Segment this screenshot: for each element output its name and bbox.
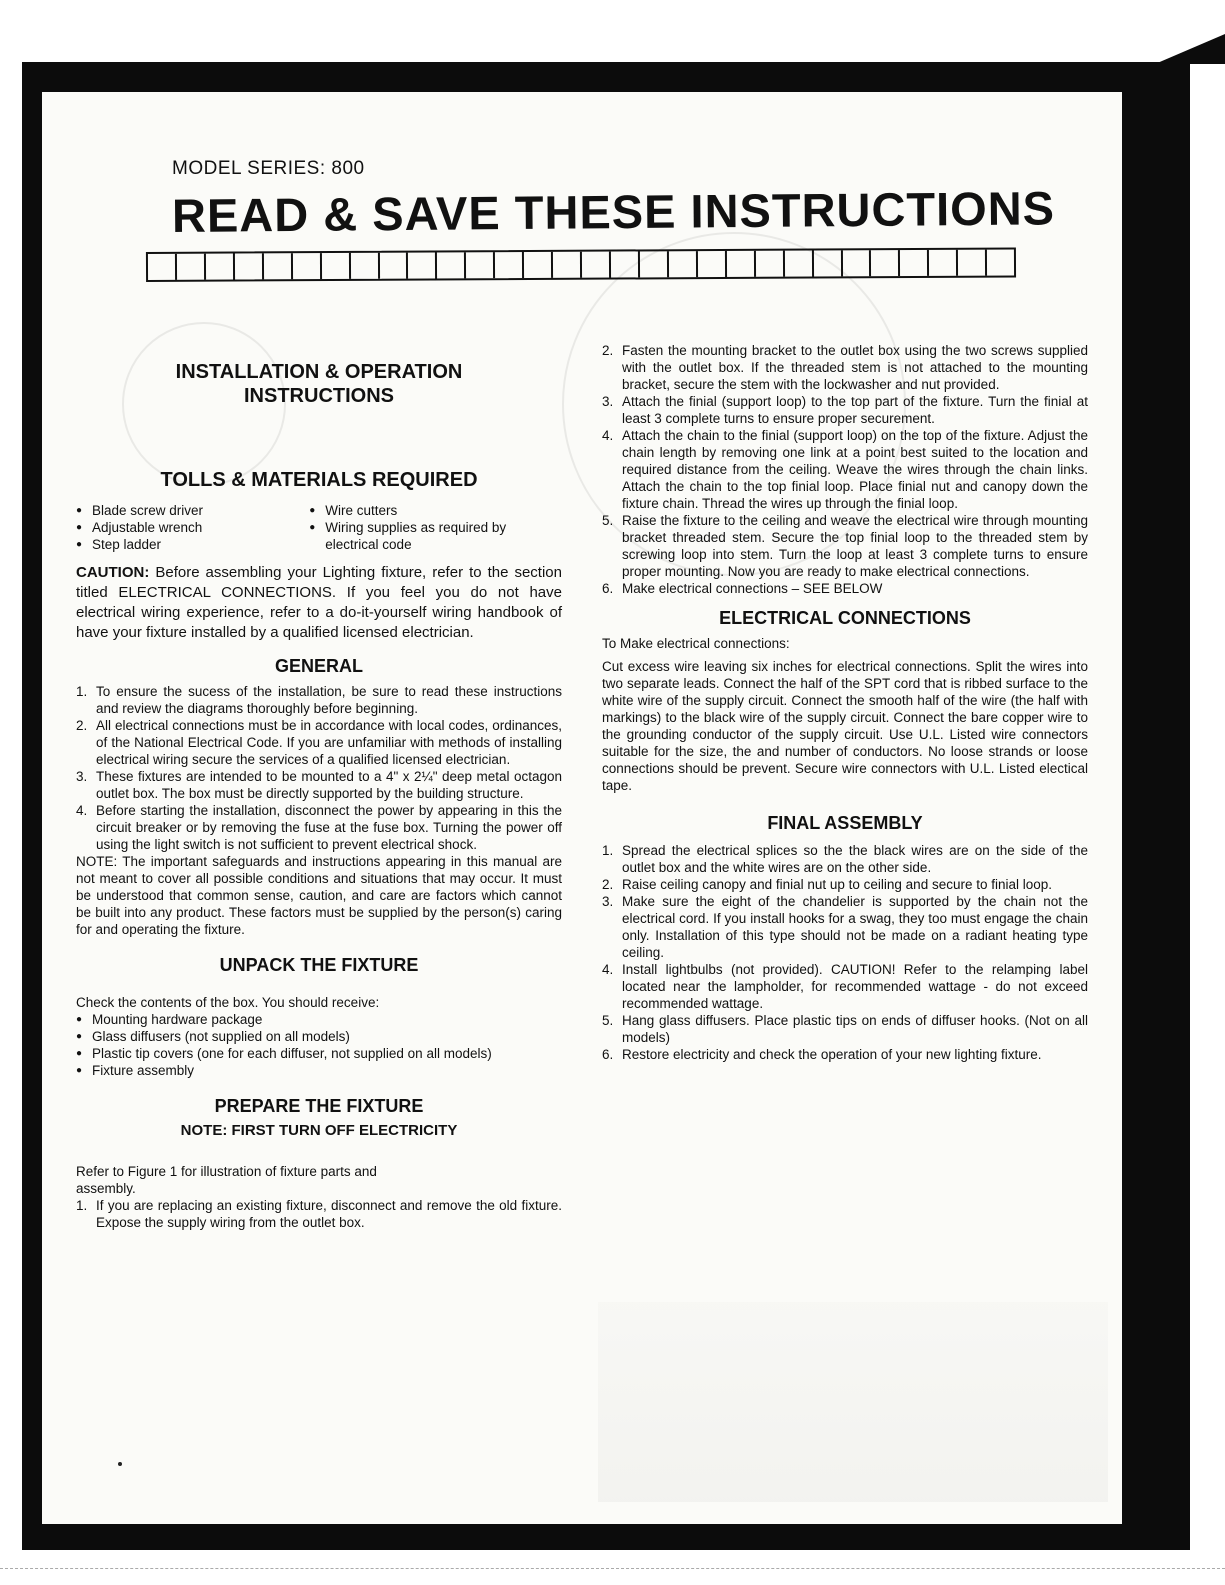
final-step-number: 6. — [602, 1047, 614, 1062]
final-step — [602, 961, 1088, 1012]
install-step-text: Fasten the mounting bracket to the outlet box using the two screws supplied with the outlet box. If the threaded stem is not attached to the mounting bracket, secure the stem with the lockwasher and nut provided. — [622, 343, 1088, 392]
bullet-icon: ● — [76, 505, 83, 516]
unpack-heading: UNPACK THE FIXTURE — [219, 955, 419, 975]
prepare-heading: PREPARE THE FIXTURE — [214, 1096, 424, 1116]
final-step-number: 4. — [602, 962, 614, 977]
install-step-number: 6. — [602, 581, 614, 596]
decorative-box-cell — [669, 251, 698, 277]
decorative-box-cell — [264, 253, 293, 279]
final-step-text: Spread the electrical splices so the the black wires are on the side of the outlet box and the white wires are on the other side. — [622, 843, 1088, 875]
bullet-icon: ● — [76, 1031, 83, 1042]
bullet-icon: ● — [76, 522, 83, 533]
final-step-text: Restore electricity and check the operation of your new lighting fixture. — [622, 1047, 1042, 1062]
final-step — [602, 876, 1088, 893]
page-title: READ & SAVE THESE INSTRUCTIONS — [171, 181, 1056, 242]
speck — [118, 1462, 122, 1466]
install-step-text: Attach the finial (support loop) to the top part of the fixture. Turn the finial at least 3 complete turns to ensure proper securement. — [622, 394, 1088, 426]
decorative-box-cell — [871, 250, 900, 276]
final-step — [602, 1012, 1088, 1046]
tool-item — [309, 502, 562, 519]
decorative-box-row — [146, 247, 1016, 282]
electrical-heading: ELECTRICAL CONNECTIONS — [719, 608, 971, 628]
scan-border-corner — [1155, 34, 1225, 64]
prepare-note: NOTE: FIRST TURN OFF ELECTRICITY — [180, 1122, 458, 1139]
bullet-icon: ● — [309, 505, 316, 516]
decorative-box-cell — [524, 252, 553, 278]
bullet-icon: ● — [76, 1065, 83, 1076]
decorative-box-cell — [408, 252, 437, 278]
decorative-box-cell — [206, 254, 235, 280]
install-heading-line-2: INSTRUCTIONS — [244, 385, 394, 407]
final-heading: FINAL ASSEMBLY — [767, 813, 923, 833]
decorative-box-cell — [958, 250, 987, 276]
final-step-number: 3. — [602, 894, 614, 909]
decorative-box-cell — [293, 253, 322, 279]
decorative-box-cell — [553, 252, 582, 278]
instruction-sheet — [42, 92, 1122, 1524]
decorative-box-cell — [350, 253, 379, 279]
decorative-box-cell — [235, 253, 264, 279]
install-step — [602, 512, 1088, 580]
decorative-box-cell — [640, 251, 669, 277]
general-heading: GENERAL — [274, 656, 363, 676]
decorative-box-cell — [813, 250, 842, 276]
unpack-item — [76, 1011, 562, 1028]
general-item-text: All electrical connections must be in accordance with local codes, ordinances, of the National Electrical Code. If you are unfamiliar with methods of installing electrical wiring secure the services of a qualified licensed electrician. — [96, 718, 562, 767]
unpack-item-text: Plastic tip covers (one for each diffuser, not supplied on all models) — [92, 1046, 492, 1061]
tool-item-text: Wiring supplies as required by electrical code — [325, 520, 507, 552]
install-steps-list — [602, 342, 1088, 597]
install-step-text: Raise the fixture to the ceiling and weave the electrical wire through mounting bracket threaded stem. Secure the top finial loop to the threaded stem by screwing loop into stem. Turn the loop at least 3 complete turns to ensure proper mounting. Now you are ready to make electrical connections. — [622, 513, 1088, 579]
left-column — [76, 360, 562, 1231]
install-step — [602, 427, 1088, 512]
tool-item-text: Step ladder — [92, 537, 162, 552]
electrical-text: Cut excess wire leaving six inches for electrical connections. Split the wires into two separate leads. Connect the half of the SPT cord that is ribbed surface to the white wire of the supply circuit. Connect the smooth half of the wire (the half with markings) to the black wire of the supply circuit. Connect the bare copper wire to the grounding conductor of the supply circuit. Use U.L. Listed wire connectors suitable for the size, the and number of conductors. No loose strands or loose connections should be prevent. Secure wire connectors with U.L. Listed electical tape. — [602, 659, 1088, 793]
decorative-box-cell — [842, 250, 871, 276]
general-item-number: 2. — [76, 718, 88, 733]
decorative-box-cell — [495, 252, 524, 278]
caution-paragraph — [76, 563, 562, 643]
general-item — [76, 683, 562, 717]
unpack-item-text: Mounting hardware package — [92, 1012, 263, 1027]
caution-label: CAUTION: — [76, 564, 150, 581]
final-step-text: Install lightbulbs (not provided). CAUTION! Refer to the relamping label located near the lampholder, for recommended wattage - do not exceed recommended wattage. — [622, 962, 1088, 1011]
tools-heading: TOLLS & MATERIALS REQUIRED — [160, 469, 478, 491]
general-item — [76, 768, 562, 802]
decorative-box-cell — [727, 251, 756, 277]
decorative-box-cell — [437, 252, 466, 278]
decorative-box-cell — [148, 254, 177, 280]
decorative-box-cell — [900, 250, 929, 276]
general-item-text: Before starting the installation, disconnect the power by appearing in this the circuit breaker or by removing the fuse at the fuse box. Turning the power off using the light switch is not sufficient to prevent electrical shock. — [96, 803, 562, 852]
decorative-box-cell — [785, 251, 814, 277]
right-column — [602, 342, 1088, 1063]
general-item-number: 4. — [76, 803, 88, 818]
install-step — [602, 580, 1088, 597]
final-step-number: 2. — [602, 877, 614, 892]
decorative-box-cell — [698, 251, 727, 277]
prepare-refer: Refer to Figure 1 for illustration of fixture parts and assembly. — [76, 1164, 377, 1196]
general-item-text: To ensure the sucess of the installation, be sure to read these instructions and review the diagrams thoroughly before beginning. — [96, 684, 562, 716]
decorative-box-cell — [177, 254, 206, 280]
install-step — [602, 393, 1088, 427]
tool-item-text: Blade screw driver — [92, 503, 204, 518]
unpack-item — [76, 1062, 562, 1079]
unpack-item — [76, 1028, 562, 1045]
decorative-box-cell — [987, 249, 1014, 275]
scan-edge — [0, 1568, 1225, 1570]
bullet-icon: ● — [76, 539, 83, 550]
tool-item — [76, 519, 300, 536]
prepare-item-number: 1. — [76, 1198, 88, 1213]
final-step-text: Raise ceiling canopy and finial nut up to ceiling and secure to finial loop. — [622, 877, 1053, 892]
final-step — [602, 1046, 1088, 1063]
electrical-intro: To Make electrical connections: — [602, 636, 790, 651]
tool-item-text: Wire cutters — [325, 503, 398, 518]
decorative-box-cell — [756, 251, 785, 277]
note-paragraph: NOTE: The important safeguards and instructions appearing in this manual are not meant to cover all possible conditions and situations that may occur. It must be understood that common sense, caution, and care are factors which cannot be built into any product. These factors must be supplied by the person(s) caring for and operating the fixture. — [76, 854, 562, 937]
install-step-text: Make electrical connections – SEE BELOW — [622, 581, 883, 596]
decorative-box-cell — [379, 253, 408, 279]
unpack-item-text: Fixture assembly — [92, 1063, 195, 1078]
unpack-item-text: Glass diffusers (not supplied on all models) — [92, 1029, 350, 1044]
install-step-number: 3. — [602, 394, 614, 409]
general-list — [76, 683, 562, 853]
prepare-list — [76, 1197, 562, 1231]
decorative-box-cell — [582, 252, 611, 278]
final-step-number: 5. — [602, 1013, 614, 1028]
install-step-number: 2. — [602, 343, 614, 358]
prepare-item-text: If you are replacing an existing fixture, disconnect and remove the old fixture. Expose the supply wiring from the outlet box. — [96, 1198, 562, 1230]
decorative-box-cell — [611, 251, 640, 277]
tool-item-text: Adjustable wrench — [92, 520, 203, 535]
final-step — [602, 893, 1088, 961]
install-step-text: Attach the chain to the finial (support loop) on the top of the fixture. Adjust the chain length by removing one link at a point best suited to the location and required distance from the ceiling. Weave the wires through the chain links. Attach the chain to the top finial loop. Place finial nut and canopy down the fixture chain. Thread the wires up through the finial loop. — [622, 428, 1088, 511]
bullet-icon: ● — [309, 522, 316, 533]
faded-figure-area — [598, 1302, 1108, 1502]
tools-list-col-1 — [76, 502, 300, 553]
tool-item — [76, 536, 300, 553]
tool-item — [309, 519, 562, 553]
caution-text: Before assembling your Lighting fixture, refer to the section titled ELECTRICAL CONNECTIONS. If you feel you do not have electrical wiring experience, refer to a do-it-yourself wiring handbook of have your fixture installed by a qualified licensed electrician. — [76, 564, 562, 641]
unpack-intro: Check the contents of the box. You should receive: — [76, 995, 380, 1010]
decorative-box-cell — [322, 253, 351, 279]
install-step-number: 5. — [602, 513, 614, 528]
final-step-text: Make sure the eight of the chandelier is supported by the chain not the electrical cord. If you install hooks for a swag, they too must engage the chain only. Installation of this type should not be made on a radiant heating type ceiling. — [622, 894, 1088, 960]
general-item — [76, 717, 562, 768]
general-item — [76, 802, 562, 853]
install-step-number: 4. — [602, 428, 614, 443]
bullet-icon: ● — [76, 1014, 83, 1025]
final-step-text: Hang glass diffusers. Place plastic tips on ends of diffuser hooks. (Not on all models) — [622, 1013, 1088, 1045]
unpack-item — [76, 1045, 562, 1062]
general-item-number: 1. — [76, 684, 88, 699]
model-series: MODEL SERIES: 800 — [172, 158, 365, 179]
install-heading-line-1: INSTALLATION & OPERATION — [175, 361, 463, 383]
tool-item — [76, 502, 300, 519]
decorative-box-cell — [466, 252, 495, 278]
final-step-number: 1. — [602, 843, 614, 858]
prepare-item — [76, 1197, 562, 1231]
install-step — [602, 342, 1088, 393]
install-heading — [76, 360, 562, 408]
tools-list-col-2 — [309, 502, 562, 553]
decorative-box-cell — [929, 250, 958, 276]
final-assembly-list — [602, 842, 1088, 1063]
bullet-icon: ● — [76, 1048, 83, 1059]
general-item-text: These fixtures are intended to be mounted to a 4" x 2¼" deep metal octagon outlet box. The box must be directly supported by the building structure. — [96, 769, 562, 801]
final-step — [602, 842, 1088, 876]
general-item-number: 3. — [76, 769, 88, 784]
tools-list — [76, 502, 562, 553]
unpack-list — [76, 1011, 562, 1079]
